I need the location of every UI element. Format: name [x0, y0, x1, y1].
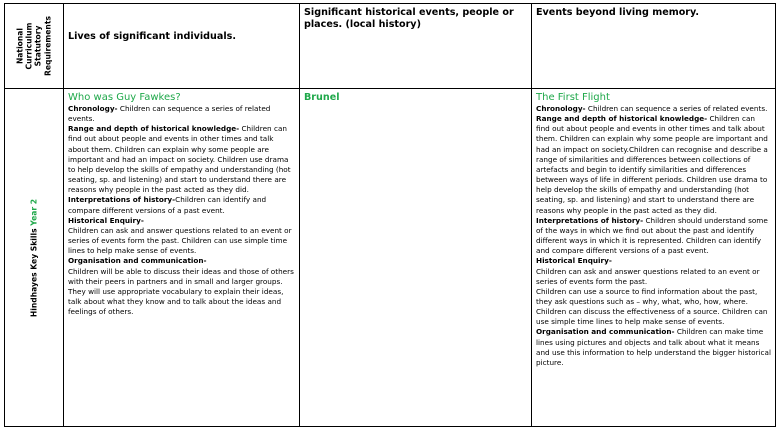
first-flight-cell	[532, 89, 776, 427]
guy-enquiry: Children can ask and answer questions related to an event or series of events form the past. Children can use simple time lines to help make sense of events.	[68, 225, 292, 256]
flight-enquiry-3: Children can discuss the effectiveness of a source. Children can use simple time lines to help make sense of events.	[536, 307, 768, 327]
header-local-text: Significant historical events, people or places. (local history)	[304, 7, 514, 30]
flight-enquiry-label: Historical Enquiry-	[536, 256, 612, 266]
header-lives-text: Lives of significant individuals.	[68, 31, 236, 42]
guy-enquiry-label: Historical Enquiry-	[68, 215, 144, 225]
row-label-school: Hindhayes Key Skills	[29, 227, 39, 317]
brunel-cell	[300, 89, 532, 427]
guy-fawkes-cell	[64, 89, 300, 427]
row-label-cell	[5, 89, 64, 427]
brunel-title: Brunel	[304, 92, 340, 103]
flight-enquiry-1: Children can ask and answer questions related to an event or series of events form the past.	[536, 266, 760, 286]
guy-range: Range and depth of historical knowledge- Children can find out about people and events in other times and talk about them. Children can explain why some people are important and had an impact on society. Children use drama to help develop the skills of empathy and understanding (hot seating, sp. and listening) and start to understand there are reasons why people in the past acted as they did.	[68, 124, 291, 195]
header-cell-lives	[64, 4, 300, 89]
side-header-text: National Curriculum Statutory Requirements	[15, 16, 53, 76]
row-label-year: Year 2	[29, 198, 39, 226]
guy-chronology: Chronology- Children can sequence a series of related events.	[68, 104, 271, 124]
content-row	[5, 89, 776, 427]
header-cell-beyond	[532, 4, 776, 89]
curriculum-table	[4, 3, 776, 427]
header-row	[5, 4, 776, 89]
flight-interpretations: Interpretations of history- Children should understand some of the ways in which we find out about the past and identify different ways in which it is represented. Children can identify and compare different versions of a past event.	[536, 215, 768, 256]
header-cell-local	[300, 4, 532, 89]
flight-range: Range and depth of historical knowledge- Children can find out about people and events in other times and talk about them. Children can explain why some people are important and had an impact on society.Children can recognise and describe a range of similarities and differences between collections of artefacts and begin to identify similarities and differences between ways of life in different periods. Children use drama to help develop the skills of empathy and understanding (hot seating, sp. and listening) and start to understand there are reasons why people in the past acted as they did.	[536, 114, 768, 215]
first-flight-title: The First Flight	[536, 92, 610, 103]
flight-org: Organisation and communication- Children can make time lines using pictures and objects and talk about what it means and use this information to help understand the bigger historical picture.	[536, 327, 771, 367]
guy-interpretations: Interpretations of history-Children can identify and compare different versions of a past event.	[68, 195, 267, 215]
guy-fawkes-title: Who was Guy Fawkes?	[68, 92, 181, 103]
guy-org: Children will be able to discuss their ideas and those of others with their peers in partners and in small and larger groups. They will use appropriate vocabulary to explain their ideas, talk about what they know and to talk about the ideas and feelings of others.	[68, 266, 294, 317]
header-beyond-text: Events beyond living memory.	[536, 7, 700, 18]
row-label-text	[30, 198, 39, 316]
guy-org-label: Organisation and communication-	[68, 256, 207, 266]
side-header-cell	[5, 4, 64, 89]
flight-chronology: Chronology- Children can sequence a series of related events.	[536, 104, 768, 113]
flight-enquiry-2: Children can use a source to find information about the past, they ask questions such as – why, what, who, how, where.	[536, 286, 758, 306]
